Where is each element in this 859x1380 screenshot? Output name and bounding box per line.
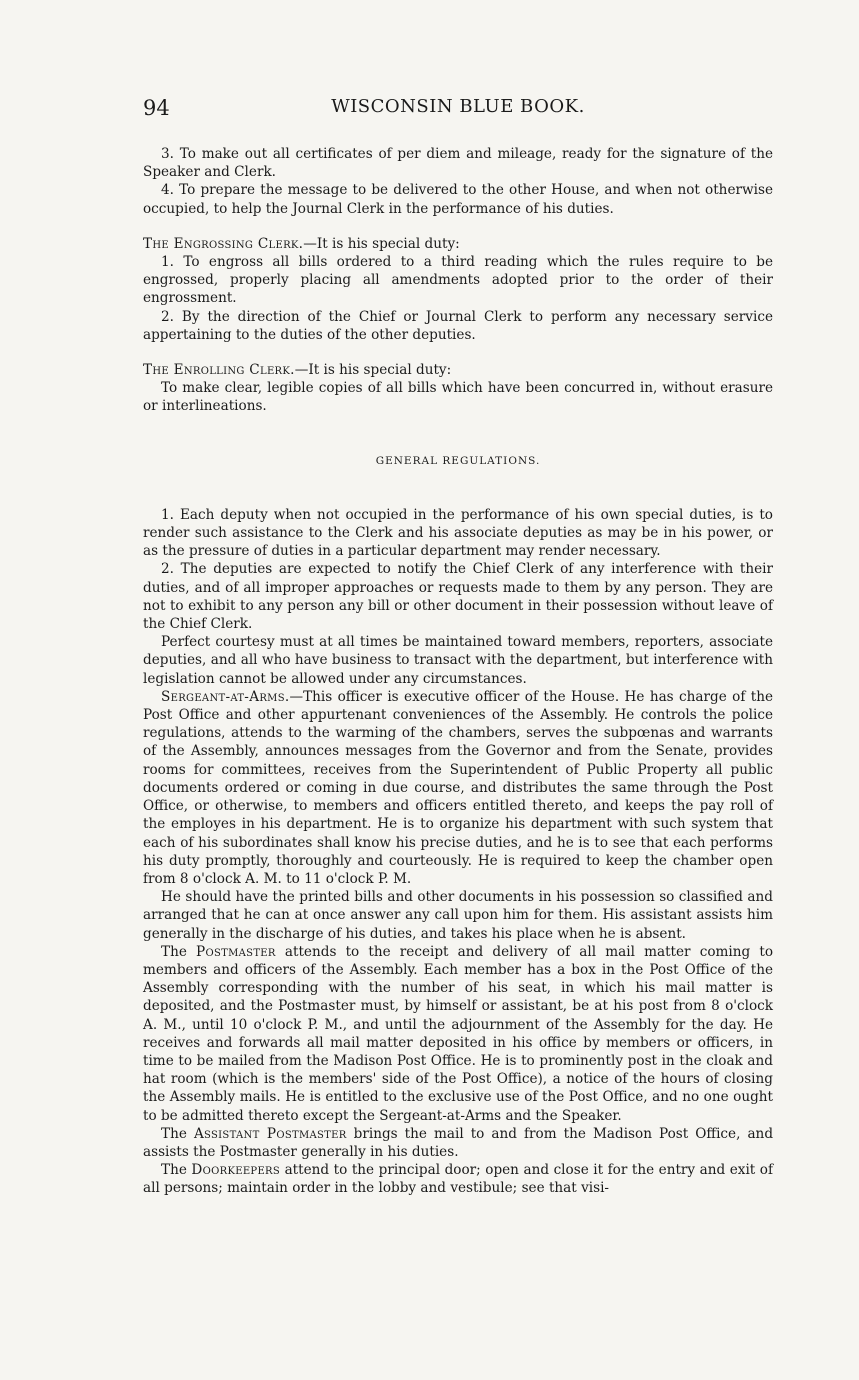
postmaster-lead: The (161, 943, 187, 960)
spacer (143, 470, 773, 506)
doorkeepers-lead: The (161, 1162, 187, 1179)
doorkeepers-text: attend to the principal door; open and close it for the entry and exit of all persons; maintain order in the lobby and vestibule; see that visi- (143, 1162, 773, 1197)
sergeant-title: Sergeant-at-Arms. (161, 688, 290, 705)
assistant-postmaster-title: Assistant Postmaster (193, 1125, 347, 1142)
enrolling-heading (143, 361, 773, 379)
postmaster-title: Postmaster (196, 943, 276, 960)
engrossing-intro: —It is his special duty: (303, 235, 460, 252)
page-header (143, 96, 773, 126)
journal-item-4: 4. To prepare the message to be delivered to the other House, and when not otherwise occupied, to help the Journal Clerk in the performance of his duties. (143, 182, 773, 217)
doorkeepers-title: Doorkeepers (191, 1162, 281, 1179)
general-paragraph-1: 1. Each deputy when not occupied in the performance of his own special duties, is to render such assistance to the Clerk and his associate deputies as may be in his power, or as the pressure of duties in a particular department may render necessary. (143, 506, 773, 560)
doorkeepers-paragraph (143, 1161, 773, 1197)
assistant-postmaster-lead: The (161, 1125, 187, 1142)
enrolling-intro: —It is his special duty: (294, 362, 452, 379)
engrossing-item-2: 2. By the direction of the Chief or Journal Clerk to perform any necessary service appertaining to the duties of the other deputies. (143, 308, 773, 343)
assistant-postmaster-text: brings the mail to and from the Madison Post Office, and assists the Postmaster generally in his duties. (143, 1125, 774, 1160)
engrossing-heading (143, 235, 773, 253)
sergeant-text: —This officer is executive officer of the House. He has charge of the Post Office and other appurtenant conveniences of the Assembly. He controls the police regulations, attends to the warming of the chambers, serves the subpœnas and warrants of the Assembly, announces messages from the Governor and from the Senate, provides rooms for committees, receives from the Superintendent of Public Property all public documents ordered or coming in due course, and distributes the same through the Post Office, or otherwise, to members and officers entitled thereto, and keeps the pay roll of the employes in his department. He is to organize his department with such system that each of his subordinates shall know his precise duties, and he is to see that each performs his duty promptly, thoroughly and courteously. He is required to keep the chamber open from 8 o'clock A. M. to 11 o'clock P. M. (143, 688, 773, 887)
sergeant-paragraph (143, 688, 773, 888)
general-paragraph-2: 2. The deputies are expected to notify the Chief Clerk of any interference with their duties, and of all improper approaches or requests made to them by any person. They are not to exhibit to any person any bill or other document in their possession without leave of the Chief Clerk. (143, 561, 773, 633)
spacer (143, 416, 773, 452)
assistant-postmaster-paragraph (143, 1125, 773, 1161)
postmaster-text: attends to the receipt and delivery of all mail matter coming to members and officers of the Assembly. Each member has a box in the Post Office of the Assembly corresponding with the number of his seat, in which his mail matter is deposited, and the Postmaster must, by himself or assistant, be at his post from 8 o'clock A. M., until 10 o'clock P. M., and until the adjournment of the Assembly for the day. He receives and forwards all mail matter deposited in his office by members or officers, in time to be mailed from the Madison Post Office. He is to prominently post in the cloak and hat room (which is the members' side of the Post Office), a notice of the hours of closing the Assembly mails. He is entitled to the exclusive use of the Post Office, and no one ought to be admitted thereto except the Sergeant-at-Arms and the Speaker. (143, 943, 774, 1124)
engrossing-title: The Engrossing Clerk. (143, 235, 304, 252)
running-title: WISCONSIN BLUE BOOK. (331, 96, 585, 117)
spacer (143, 218, 773, 235)
spacer (143, 344, 773, 361)
general-paragraph-3: Perfect courtesy must at all times be maintained toward members, reporters, associate deputies, and all who have business to transact with the department, but interference with legislation cannot be allowed under any circumstances. (143, 634, 773, 687)
sergeant-paragraph-2: He should have the printed bills and other documents in his possession so classified and arranged that he can at once answer any call upon him for them. His assistant assists him generally in the discharge of his duties, and takes his place when he is absent. (143, 889, 773, 942)
page-number: 94 (143, 96, 170, 120)
general-regulations-heading: GENERAL REGULATIONS. (375, 454, 541, 467)
postmaster-paragraph (143, 943, 773, 1125)
enrolling-title: The Enrolling Clerk. (143, 362, 295, 379)
page-body (143, 145, 773, 1198)
engrossing-item-1: 1. To engross all bills ordered to a third reading which the rules require to be engrossed, properly placing all amendments adopted prior to the order of their engrossment. (143, 254, 773, 307)
journal-item-3: 3. To make out all certificates of per diem and mileage, ready for the signature of the Speaker and Clerk. (143, 146, 773, 181)
enrolling-text: To make clear, legible copies of all bills which have been concurred in, without erasure or interlineations. (143, 380, 773, 415)
